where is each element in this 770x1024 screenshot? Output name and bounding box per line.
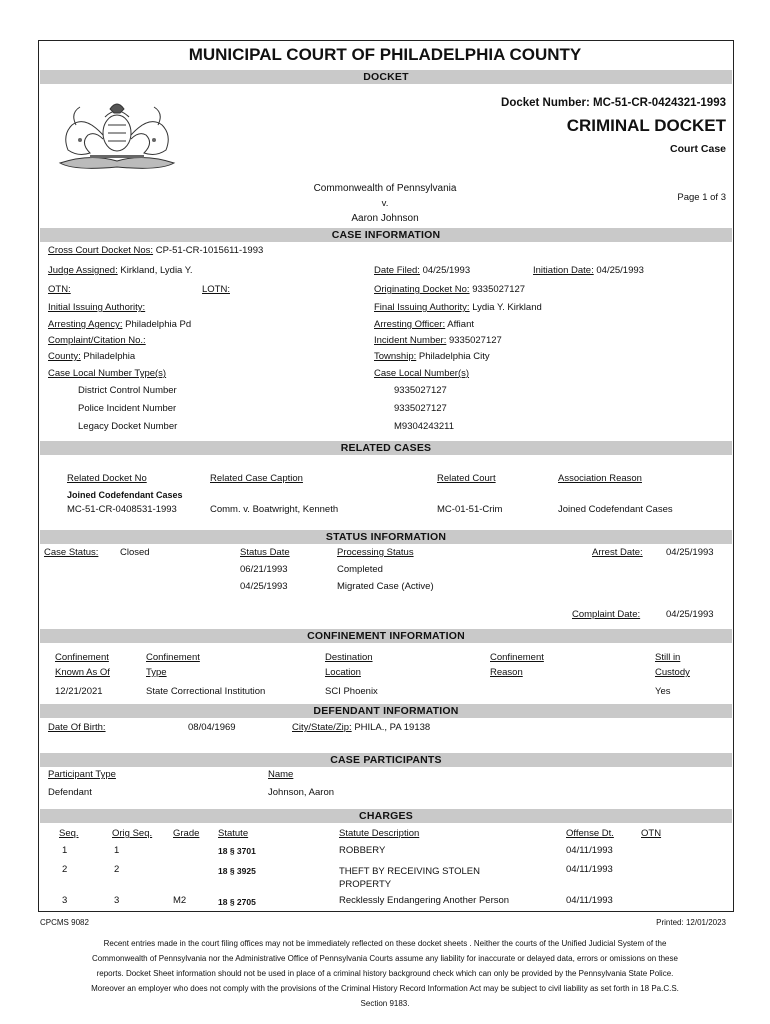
charge-statute: 18 § 3925 [218, 866, 256, 876]
confinement-information-bar: CONFINEMENT INFORMATION [40, 629, 732, 643]
date-filed-value: 04/25/1993 [422, 265, 471, 276]
status-date: 06/21/1993 [240, 564, 288, 575]
arrest-date-label: Arrest Date: [592, 547, 643, 558]
incident-number-label: Incident Number: [374, 335, 447, 346]
known-as-of-header: Known As Of [55, 667, 110, 678]
participant-name: Johnson, Aaron [268, 787, 335, 798]
arrest-date-value: 04/25/1993 [666, 547, 714, 558]
charge-seq: 3 [62, 895, 68, 906]
court-title: MUNICIPAL COURT OF PHILADELPHIA COUNTY [188, 45, 582, 64]
seq-header: Seq. [59, 828, 79, 839]
arresting-agency-label: Arresting Agency: [48, 319, 123, 330]
status-date: 04/25/1993 [240, 581, 288, 592]
status-information-bar: STATUS INFORMATION [40, 530, 732, 544]
confinement-reason-header: Confinement [490, 652, 544, 663]
processing-status: Migrated Case (Active) [337, 581, 434, 592]
local-number: 9335027127 [394, 403, 447, 414]
initiation-date-value: 04/25/1993 [596, 265, 644, 276]
orig-seq-header: Orig Seq. [112, 828, 153, 839]
local-number: 9335027127 [394, 385, 447, 396]
charge-grade: M2 [173, 895, 187, 906]
charge-offense-date: 04/11/1993 [566, 845, 613, 856]
local-number-type: District Control Number [78, 385, 177, 396]
complaint-citation-label: Complaint/Citation No.: [48, 335, 146, 346]
charge-description: ROBBERY [339, 845, 386, 856]
township-value: Philadelphia City [418, 351, 490, 362]
charge-orig-seq: 3 [114, 895, 120, 906]
charge-description: THEFT BY RECEIVING STOLEN [339, 866, 480, 877]
date-of-birth-value: 08/04/1969 [188, 722, 236, 733]
confinement-type: State Correctional Institution [146, 686, 266, 697]
originating-docket-value: 9335027127 [472, 284, 526, 295]
lotn-label: LOTN: [202, 284, 230, 295]
township-label: Township: [374, 351, 417, 362]
local-number: M9304243211 [394, 421, 455, 432]
participant-name-header: Name [268, 769, 294, 780]
arresting-officer-label: Arresting Officer: [374, 319, 446, 330]
charge-description-cont: PROPERTY [339, 879, 392, 890]
confinement-type-header: Type [146, 667, 167, 678]
destination-location: SCI Phoenix [325, 686, 378, 697]
otn-header: OTN [641, 828, 662, 839]
originating-docket-label: Originating Docket No: [374, 284, 470, 295]
form-number: CPCMS 9082 [40, 918, 89, 927]
still-in-custody-header: Still in [655, 652, 681, 663]
complaint-date-value: 04/25/1993 [666, 609, 714, 620]
processing-status-header: Processing Status [337, 547, 414, 558]
participant-type: Defendant [48, 787, 92, 798]
charge-orig-seq: 2 [114, 864, 120, 875]
local-number-type: Legacy Docket Number [78, 421, 178, 432]
disclaimer-text: Recent entries made in the court filing offices may not be immediately reflected on these docket sheets . Neither the courts of the Unified Judicial System of the Commonwealth of Pennsylvania nor the Administrative Office of Pennsylvania Courts assume any liability for inaccurate or delayed data, errors or omissions on these reports. Docket Sheet information should not be used in place of a criminal history background check which can only be provided by the Pennsylvania State Police. Moreover an employer who does not comply with the provisions of the Criminal History Record Information Act may be subject to civil liability as set forth in 18 Pa.C.S. Section 9183. [91, 939, 679, 1008]
initiation-date-label: Initiation Date: [533, 265, 594, 276]
pennsylvania-seal-icon [50, 95, 185, 175]
related-docket-header: Related Docket No [67, 473, 147, 484]
complaint-date-label: Complaint Date: [572, 609, 641, 620]
charges-bar: CHARGES [40, 809, 732, 823]
case-information-bar: CASE INFORMATION [40, 228, 732, 242]
offense-date-header: Offense Dt. [566, 828, 614, 839]
judge-label: Judge Assigned: [48, 265, 118, 276]
charge-seq: 2 [62, 864, 68, 875]
related-caption: Comm. v. Boatwright, Kenneth [210, 504, 339, 515]
participant-type-header: Participant Type [48, 769, 116, 780]
association-reason: Joined Codefendant Cases [558, 504, 673, 515]
charge-statute: 18 § 3701 [218, 846, 256, 856]
confinement-type-header: Confinement [146, 652, 200, 663]
page-number: Page 1 of 3 [677, 192, 726, 203]
cross-court-label: Cross Court Docket Nos: [48, 245, 154, 256]
known-as-of-header: Confinement [55, 652, 109, 663]
related-docket: MC-51-CR-0408531-1993 [67, 504, 177, 515]
caption-versus: v. [381, 198, 389, 209]
printed-date: Printed: 12/01/2023 [656, 918, 726, 927]
charge-seq: 1 [62, 845, 68, 856]
status-date-header: Status Date [240, 547, 290, 558]
local-numbers-label: Case Local Number(s) [374, 368, 470, 379]
city-state-zip-value: PHILA., PA 19138 [354, 722, 431, 733]
court-case-label: Court Case [669, 143, 726, 155]
final-authority-value: Lydia Y. Kirkland [472, 302, 542, 313]
confinement-known-as-of: 12/21/2021 [55, 686, 103, 697]
docket-bar: DOCKET [40, 70, 732, 84]
related-court: MC-01-51-Crim [437, 504, 503, 515]
confinement-reason-header: Reason [490, 667, 523, 678]
caption-defendant: Aaron Johnson [351, 213, 419, 224]
processing-status: Completed [337, 564, 383, 575]
case-status-label: Case Status: [44, 547, 99, 558]
cross-court-value: CP-51-CR-1015611-1993 [155, 245, 264, 256]
date-of-birth-label: Date Of Birth: [48, 722, 106, 733]
initial-authority-label: Initial Issuing Authority: [48, 302, 146, 313]
charge-offense-date: 04/11/1993 [566, 895, 613, 906]
final-authority-label: Final Issuing Authority: [374, 302, 470, 313]
county-label: County: [48, 351, 81, 362]
related-caption-header: Related Case Caption [210, 473, 303, 484]
association-reason-header: Association Reason [558, 473, 642, 484]
judge-value: Kirkland, Lydia Y. [120, 265, 193, 276]
defendant-information-bar: DEFENDANT INFORMATION [40, 704, 732, 718]
county-value: Philadelphia [83, 351, 136, 362]
date-filed-label: Date Filed: [374, 265, 420, 276]
arresting-agency-value: Philadelphia Pd [125, 319, 192, 330]
related-cases-bar: RELATED CASES [40, 441, 732, 455]
docket-type: CRIMINAL DOCKET [566, 116, 726, 135]
grade-header: Grade [173, 828, 200, 839]
city-state-zip-label: City/State/Zip: [292, 722, 352, 733]
docket-number: Docket Number: MC-51-CR-0424321-1993 [501, 97, 726, 109]
local-number-types-label: Case Local Number Type(s) [48, 368, 167, 379]
otn-label: OTN: [48, 284, 71, 295]
incident-number-value: 9335027127 [448, 335, 502, 346]
charge-orig-seq: 1 [114, 845, 120, 856]
local-number-type: Police Incident Number [78, 403, 177, 414]
statute-description-header: Statute Description [339, 828, 420, 839]
still-in-custody: Yes [655, 686, 671, 697]
caption-commonwealth: Commonwealth of Pennsylvania [313, 183, 457, 194]
destination-header: Location [325, 667, 361, 678]
still-in-custody-header: Custody [655, 667, 690, 678]
charge-statute: 18 § 2705 [218, 897, 256, 907]
charge-offense-date: 04/11/1993 [566, 864, 613, 875]
related-group-label: Joined Codefendant Cases [67, 490, 183, 500]
charge-description: Recklessly Endangering Another Person [339, 895, 510, 906]
case-participants-bar: CASE PARTICIPANTS [40, 753, 732, 767]
related-court-header: Related Court [437, 473, 496, 484]
destination-header: Destination [325, 652, 373, 663]
statute-header: Statute [218, 828, 249, 839]
arresting-officer-value: Affiant [447, 319, 474, 330]
case-status-value: Closed [120, 547, 150, 558]
